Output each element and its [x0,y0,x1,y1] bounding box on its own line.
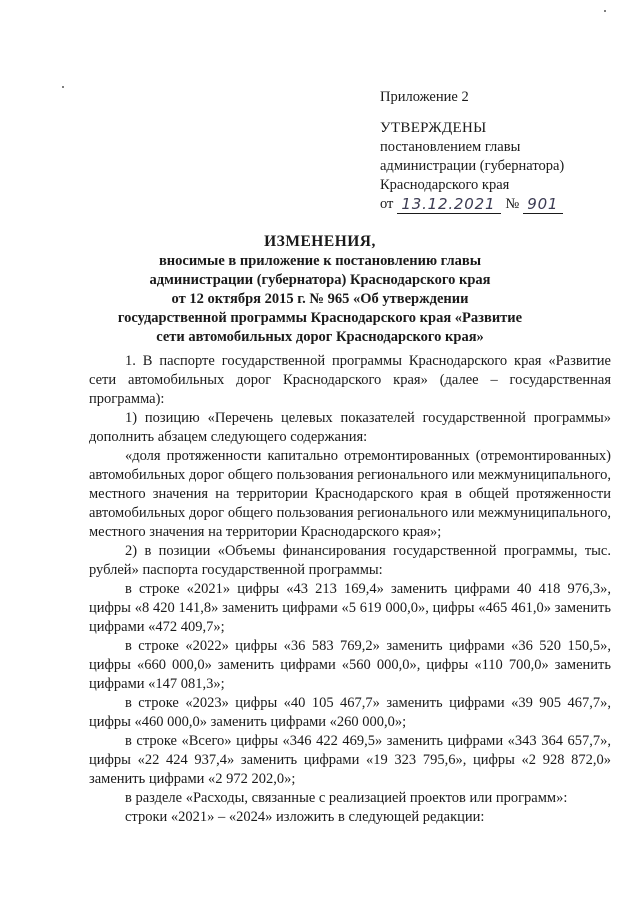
subtitle-line-4: государственной программы Краснодарского края «Развитие [117,310,523,326]
approved-label: УТВЕРЖДЕНЫ [380,120,487,136]
number-sign: № [505,196,520,212]
paragraph-rows-redaction: строки «2021» – «2024» изложить в следующей редакции: [125,809,485,825]
paragraph-item-2: 2) в позиции «Объемы финансирования государственной программы, тыс. рублей» паспорта государственной программы: [89,543,611,578]
paragraph-section-expenses: в разделе «Расходы, связанные с реализацией проектов или программ»: [125,790,568,806]
subtitle-line-2: администрации (губернатора) Краснодарского края [149,272,491,288]
appendix-label: Приложение 2 [380,89,469,105]
document-body [89,352,611,827]
paragraph-row-2021: в строке «2021» цифры «43 213 169,4» заменить цифрами 40 418 976,3», цифры «8 420 141,8» заменить цифрами «5 619 000,0», цифры «465 461,0» заменить цифрами «472 409,7»; [89,581,611,635]
decree-date-handwritten: 13.12.2021 [397,195,501,214]
paragraph-row-total: в строке «Всего» цифры «346 422 469,5» заменить цифрами «343 364 657,7», цифры «22 424 937,4» заменить цифрами «19 323 795,6», цифры «2 928 872,0» заменить цифрами «2 972 202,0»; [89,733,611,787]
document-heading [80,232,560,347]
document-title: ИЗМЕНЕНИЯ, [264,233,376,250]
scan-speck [604,10,606,12]
scan-speck [62,86,64,88]
paragraph-passport-intro: 1. В паспорте государственной программы Краснодарского края «Развитие сети автомобильных дорог Краснодарского края» (далее – государственная программа): [89,353,611,407]
paragraph-item-1: 1) позицию «Перечень целевых показателей государственной программы» дополнить абзацем следующего содержания: [89,410,611,445]
paragraph-row-2022: в строке «2022» цифры «36 583 769,2» заменить цифрами «36 520 150,5», цифры «660 000,0» заменить цифрами «560 000,0», цифры «110 700,0» заменить цифрами «147 081,3»; [89,638,611,692]
approval-line-3: Краснодарского края [380,177,510,193]
subtitle-line-5: сети автомобильных дорог Краснодарского края» [156,329,484,345]
decree-number-handwritten: 901 [523,195,563,214]
paragraph-indicator-quote: «доля протяженности капитально отремонтированных (отремонтированных) автомобильных дорог общего пользования регионального или межмуниципального, местного значения на территории Краснодарского края в общей протяженности автомобильных дорог общего пользования регионального или межмуниципального, местного значения на территории Краснодарского края»; [89,448,611,540]
approval-stamp-block [380,88,620,214]
subtitle-line-3: от 12 октября 2015 г. № 965 «Об утверждении [171,291,469,307]
subtitle-line-1: вносимые в приложение к постановлению главы [158,253,482,269]
date-prefix: от [380,196,394,212]
decree-date-line [380,195,620,214]
approval-line-2: администрации (губернатора) [380,158,565,174]
approval-line-1: постановлением главы [380,139,521,155]
paragraph-row-2023: в строке «2023» цифры «40 105 467,7» заменить цифрами «39 905 467,7», цифры «460 000,0» заменить цифрами «260 000,0»; [89,695,611,730]
